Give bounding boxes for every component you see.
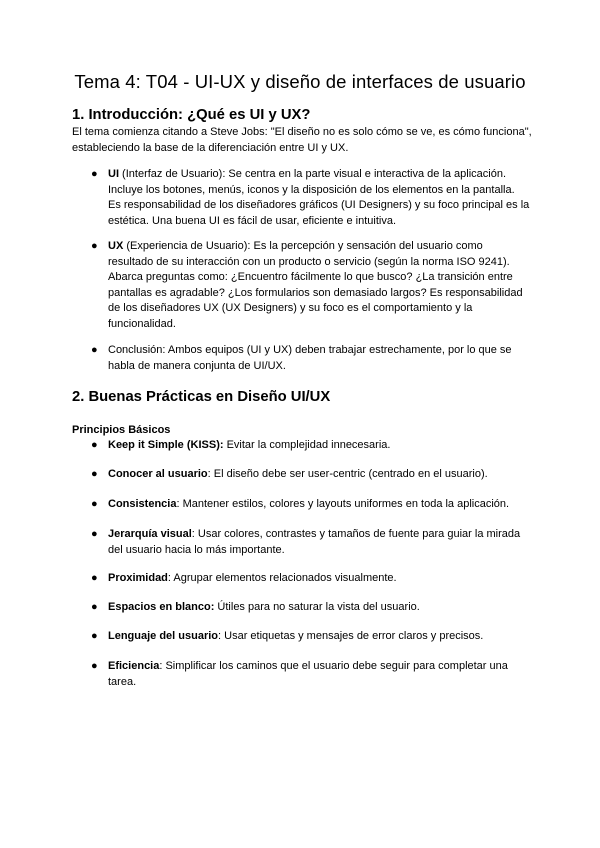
list-item-ux [91, 239, 530, 333]
term-ui: UI [108, 168, 119, 180]
list-item-eficiencia [91, 659, 530, 690]
item-text: Conclusión: Ambos equipos (UI y UX) deben trabajar estrechamente, por lo que se habla de manera conjunta de UI/UX. [108, 344, 512, 372]
list-item-espacios-blanco [91, 600, 530, 616]
item-text: : El diseño debe ser user-centric (centrado en el usuario). [207, 468, 488, 480]
term: Proximidad [108, 572, 168, 584]
section1-heading: 1. Introducción: ¿Qué es UI y UX? [72, 107, 311, 123]
bullet-icon: ● [91, 528, 98, 540]
term: Lenguaje del usuario [108, 630, 219, 642]
item-text: Evitar la complejidad innecesaria. [223, 439, 391, 451]
bullet-icon: ● [91, 660, 98, 672]
list-item-consistencia [91, 497, 530, 513]
list-item-conocer-usuario [91, 467, 530, 483]
item-text: (Experiencia de Usuario): Es la percepción y sensación del usuario como resultado de su interacción con un producto o servicio (según la norma ISO 9241). Abarca preguntas como: ¿Encuentro fácilmente lo que busco? ¿La transición entre pantallas es agradable? ¿Los formularios son demasiado largos? Es responsabilidad de los diseñadores UX (UX Designers) y su foco es el comportamiento y la funcionalidad. [108, 240, 523, 330]
list-item-jerarquia [91, 527, 530, 558]
bullet-icon: ● [91, 630, 98, 642]
bullet-icon: ● [91, 439, 98, 451]
item-text: : Mantener estilos, colores y layouts uniformes en toda la aplicación. [176, 498, 510, 510]
term: Espacios en blanco: [108, 601, 215, 613]
bullet-icon: ● [91, 601, 98, 613]
bullet-icon: ● [91, 344, 98, 356]
term: Eficiencia [108, 660, 160, 672]
list-item-kiss [91, 438, 530, 454]
item-text: : Simplificar los caminos que el usuario debe seguir para completar una tarea. [108, 660, 508, 688]
document-title: Tema 4: T04 - UI-UX y diseño de interfaces de usuario [74, 71, 526, 92]
item-text: : Usar etiquetas y mensajes de error claros y precisos. [218, 630, 484, 642]
bullet-icon: ● [91, 572, 98, 584]
list-item-lenguaje [91, 629, 530, 645]
item-text: : Usar colores, contrastes y tamaños de fuente para guiar la mirada del usuario hacia lo más importante. [108, 528, 521, 556]
list-item-proximidad [91, 571, 530, 587]
term: Conocer al usuario [108, 468, 208, 480]
term: Jerarquía visual [108, 528, 192, 540]
section2-subheading: Principios Básicos [72, 424, 171, 436]
term: Consistencia [108, 498, 177, 510]
item-text: : Agrupar elementos relacionados visualmente. [167, 572, 397, 584]
bullet-icon: ● [91, 468, 98, 480]
item-text: (Interfaz de Usuario): Se centra en la parte visual e interactiva de la aplicación. Incluye los botones, menús, iconos y la disposición de los elementos en la pantalla. Es responsabilidad de los diseñadores gráficos (UI Designers) y su foco principal es la estética. Una buena UI es fácil de usar, eficiente e intuitiva. [108, 168, 530, 227]
section1-intro: El tema comienza citando a Steve Jobs: "El diseño no es solo cómo se ve, es cómo funciona", estableciendo la base de la diferenciación entre UI y UX. [72, 126, 532, 154]
list-item-ui [91, 167, 530, 229]
term: Keep it Simple (KISS): [108, 439, 224, 451]
bullet-icon: ● [91, 168, 98, 180]
list-item-conclusion [91, 343, 530, 374]
item-text: Útiles para no saturar la vista del usuario. [214, 601, 420, 613]
bullet-icon: ● [91, 498, 98, 510]
bullet-icon: ● [91, 240, 98, 252]
section2-heading: 2. Buenas Prácticas en Diseño UI/UX [72, 389, 331, 405]
term-ux: UX [108, 240, 124, 252]
